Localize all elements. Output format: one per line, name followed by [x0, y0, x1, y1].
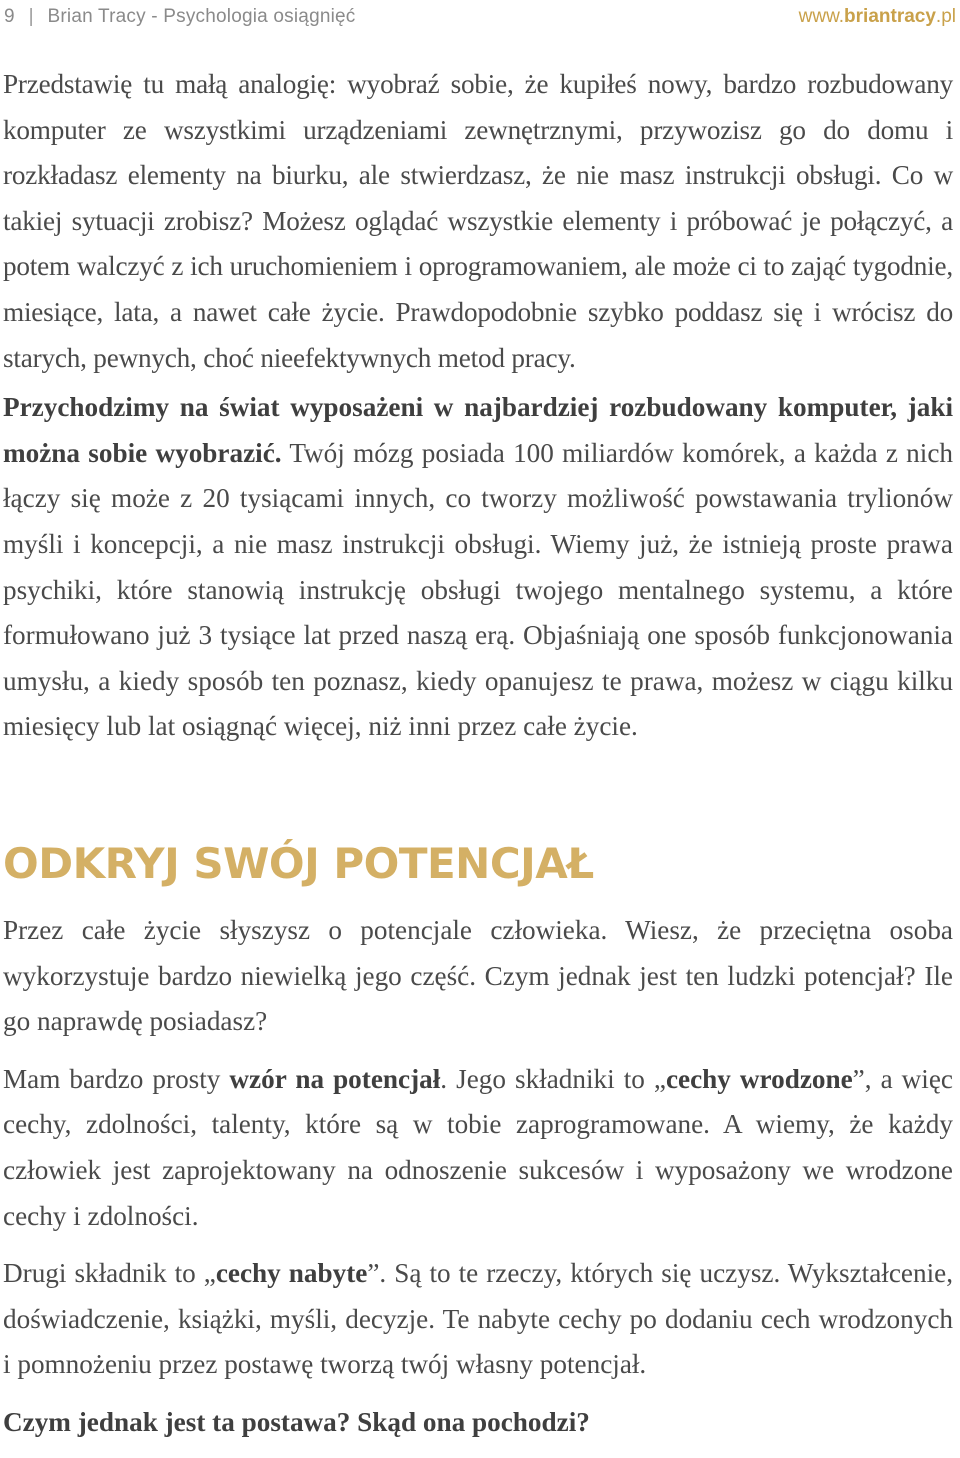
paragraph-brain-rest: Twój mózg posiada 100 miliardów komórek, a każda z nich łączy się może z 20 tysiącami innych, co tworzy możliwość powstawania trylionów myśli i koncepcji, a nie masz instrukcji obsługi. Wiemy już, że istnieją proste prawa psychiki, które stanowią instrukcję obsługi twojego mentalnego systemu, a które formułowano już 3 tysiące lat przed naszą erą. Objaśniają one sposób funkcjonowania umysłu, a kiedy sposób ten poznasz, kiedy opanujesz te prawa, możesz w ciągu kilku miesięcy lub lat osiągnąć więcej, niż inni przez całe życie. — [3, 437, 953, 742]
acquired-bold: cechy nabyte — [215, 1258, 368, 1289]
body-text-upper — [3, 62, 953, 750]
url-prefix: www. — [798, 6, 845, 27]
paragraph-formula — [3, 1057, 953, 1239]
website-link[interactable] — [799, 6, 956, 28]
url-suffix: .pl — [935, 6, 956, 27]
formula-text-e: ”, a więc cechy, zdolności, talenty, które są w tobie zaprogramowane. A wiemy, że każdy człowiek jest zaprojektowany na odnoszenie sukcesów i wyposażony we wrodzone cechy i zdolności. — [3, 1063, 953, 1231]
formula-text-a: Mam bardzo prosty — [3, 1063, 230, 1094]
acquired-text-c: ”. Są to te rzeczy, których się uczysz. Wykształcenie, doświadczenie, książki, myśli, decyzje. Te nabyte cechy po dodaniu cech wrodzonych i pomnożeniu przez postawę tworzą twój własny potencjał. — [3, 1258, 953, 1380]
paragraph-question: Czym jednak jest ta postawa? Skąd ona pochodzi? — [3, 1406, 590, 1437]
paragraph-analogy: Przedstawię tu małą analogię: wyobraź sobie, że kupiłeś nowy, bardzo rozbudowany komputer ze wszystkimi urządzeniami zewnętrznymi, przywozisz go do domu i rozkładasz elementy na biurku, ale stwierdzasz, że nie masz instrukcji obsługi. Co w takiej sytuacji zrobisz? Możesz oglądać wszystkie elementy i próbować je połączyć, a potem walczyć z ich uruchomieniem i oprogramowaniem, ale może ci to zająć tygodnie, miesiące, lata, a nawet całe życie. Prawdopodobnie szybko poddasz się i wrócisz do starych, pewnych, choć nieefektywnych metod pracy. — [3, 69, 953, 373]
formula-bold-b: cechy wrodzone — [665, 1063, 853, 1094]
acquired-text-a: Drugi składnik to „ — [3, 1258, 216, 1289]
paragraph-acquired — [3, 1251, 953, 1388]
paragraph-brain-bold: Przychodzimy na świat wyposażeni w najbardziej rozbudowany komputer, jaki można sobie wyobrazić. — [3, 392, 953, 468]
url-brand: briantracy — [844, 6, 936, 27]
paragraph-brain — [3, 385, 953, 750]
section-heading: ODKRYJ SWÓJ POTENCJAŁ — [3, 839, 594, 888]
body-text-lower — [3, 908, 953, 1458]
formula-bold-a: wzór na potencjał — [229, 1063, 441, 1094]
paragraph-potential: Przez całe życie słyszysz o potencjale człowieka. Wiesz, że przeciętna osoba wykorzystuje bardzo niewielką jego część. Czym jednak jest ten ludzki potencjał? Ile go naprawdę posiadasz? — [3, 915, 953, 1037]
page-header — [4, 2, 956, 32]
book-title: Brian Tracy - Psychologia osiągnięć — [47, 6, 356, 27]
formula-text-c: . Jego składniki to „ — [440, 1063, 666, 1094]
page-number: 9 — [4, 6, 15, 27]
header-separator: | — [28, 6, 34, 27]
